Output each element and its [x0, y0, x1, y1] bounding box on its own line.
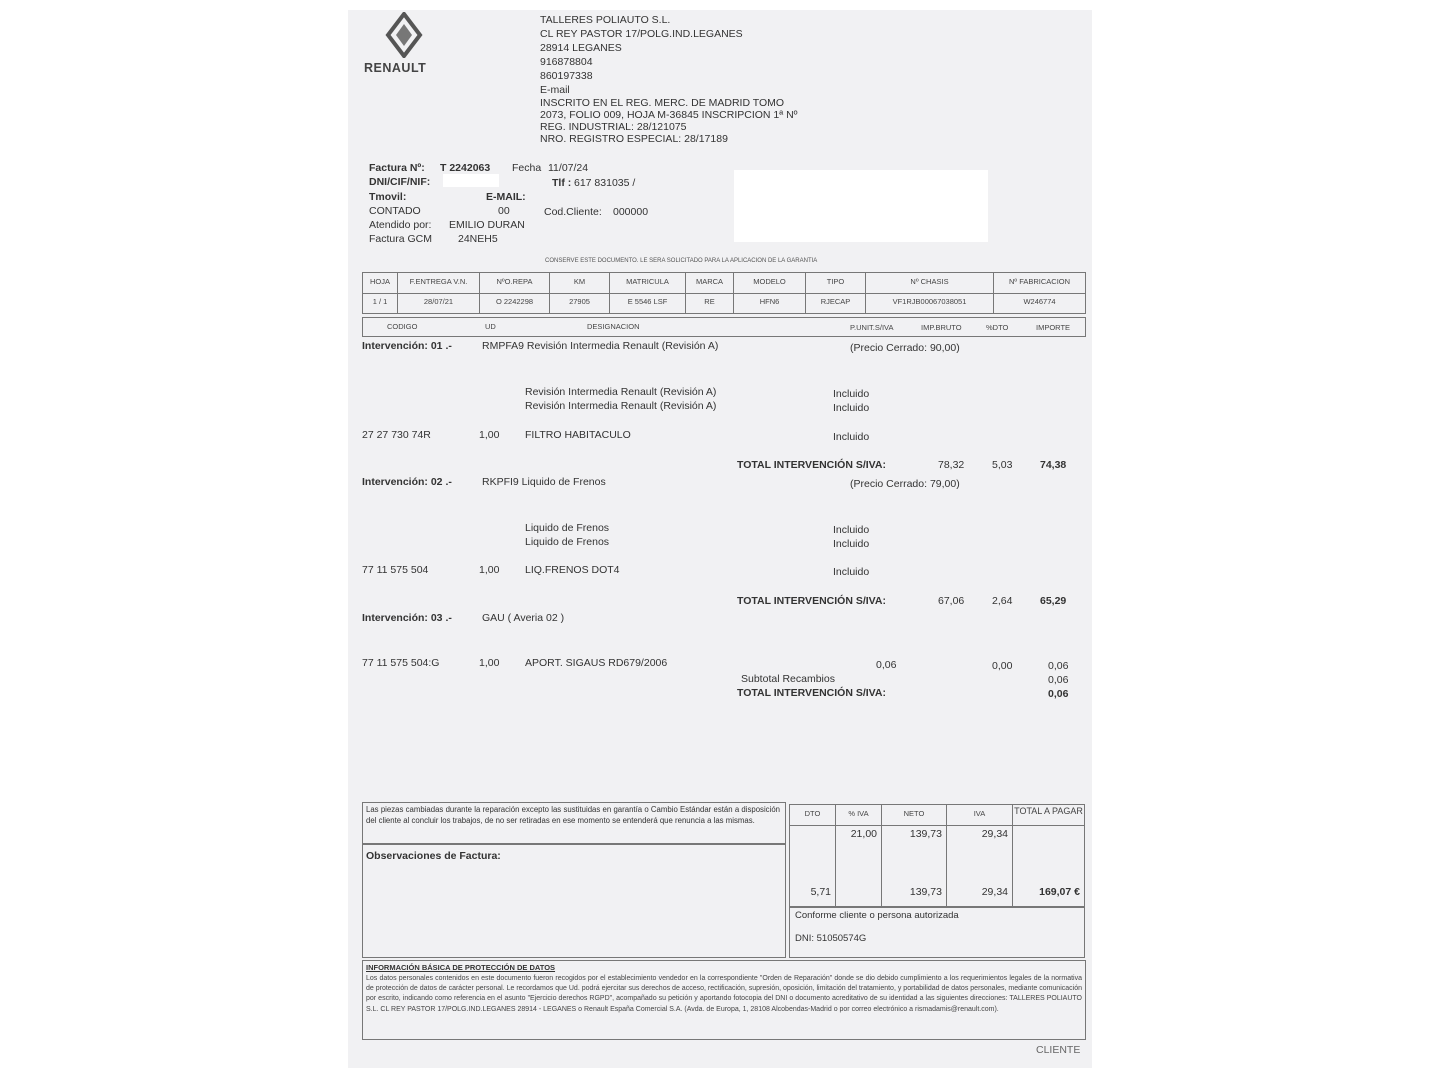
intervention-total-label: TOTAL INTERVENCIÓN S/IVA: [737, 459, 886, 471]
observaciones-box [362, 844, 786, 958]
vehicle-header-cell: HOJA [369, 277, 390, 286]
totals-iva-total: 29,34 [981, 886, 1008, 898]
intervention-total-bruto: 67,06 [938, 595, 965, 607]
totals-header-dto: DTO [804, 809, 821, 818]
contado-value: 00 [498, 205, 510, 217]
intervention-desc: RMPFA9 Revisión Intermedia Renault (Revisión A) [482, 340, 719, 352]
dni-signature: DNI: 51050574G [795, 933, 867, 944]
part-punit: 0,06 [876, 659, 897, 671]
gcm-value: 24NEH5 [458, 233, 498, 245]
part-qty: 1,00 [479, 564, 500, 576]
observaciones-label: Observaciones de Factura: [366, 850, 501, 862]
company-line: INSCRITO EN EL REG. MERC. DE MADRID TOMO [540, 97, 785, 109]
subtotal-label: Subtotal Recambios [741, 673, 835, 685]
company-line: TALLERES POLIAUTO S.L. [540, 14, 671, 26]
precio-cerrado: (Precio Cerrado: 90,00) [850, 342, 960, 354]
vehicle-value-cell: RE [685, 293, 733, 313]
company-block [540, 13, 798, 145]
intervention-title: Intervención: 03 .- [362, 612, 452, 624]
part-code: 77 11 575 504 [362, 564, 429, 576]
part-qty: 1,00 [479, 429, 500, 441]
cod-cliente-value: 000000 [613, 206, 649, 218]
vehicle-header-cell: TIPO [805, 273, 865, 293]
col-dto: %DTO [986, 323, 1009, 332]
vehicle-header-cell: NºO.REPA [479, 273, 549, 293]
email-label: E-MAIL: [486, 191, 526, 203]
vehicle-header-cell: Nº CHASIS [865, 273, 993, 293]
atendido-label: Atendido por: [369, 219, 432, 231]
vehicle-table-header-row [363, 273, 1085, 294]
factura-label: Factura Nº: [369, 162, 425, 174]
col-punit: P.UNIT.S/IVA [850, 323, 894, 332]
fecha-value: 11/07/24 [548, 162, 589, 174]
part-name: LIQ.FRENOS DOT4 [525, 564, 620, 576]
part-code: 27 27 730 74R [362, 429, 431, 441]
totals-header-neto: NETO [903, 809, 925, 818]
intervention-total-dto: 2,64 [992, 595, 1013, 607]
redacted-dni [443, 174, 499, 187]
intervention-total-label: TOTAL INTERVENCIÓN S/IVA: [737, 595, 886, 607]
company-line: CL REY PASTOR 17/POLG.IND.LEGANES [540, 28, 743, 40]
intervention-total-importe: 74,38 [1040, 459, 1067, 471]
part-code: 77 11 575 504:G [362, 657, 440, 669]
vehicle-value-cell: 28/07/21 [397, 293, 479, 313]
totals-neto: 139,73 [909, 828, 942, 840]
fecha-label: Fecha [512, 162, 542, 174]
data-protection-text: Los datos personales contenidos en este documento fueron recogidos por el establecimiento vendedor en la correspondiente "Orden de Reparación" donde se dio debido cumplimiento a los requerimientos legales de la normativa de protección de datos de carácter personal. Le recordamos que Ud. podrá ejercitar sus derechos de acceso, rectificación, supresión, oposición, limitación del tratamiento, y portabilidad de datos personales, mediante comunicación por escrito, indicando como referencia en el asunto "Ejercicio derechos RGPD", acompañado su petición y aportando fotocopia del DNI o documento acreditativo de su identidad a las siguientes direcciones: TALLERES POLIAUTO S.L. CL REY PASTOR 17/POLG.IND.LEGANES 28914 - LEGANES o Renault España Comercial S.A. (Avda. de Europa, 1, 28108 Alcobendas-Madrid o por correo electrónico a rismadamis@renault.com). [366, 975, 1082, 1013]
sub-operation: Revisión Intermedia Renault (Revisión A) [525, 400, 717, 412]
totals-divider [790, 825, 1084, 826]
vehicle-value-cell: VF1RJB00067038051 [865, 293, 993, 313]
col-importe: IMPORTE [1036, 323, 1071, 332]
part-name: FILTRO HABITACULO [525, 429, 631, 441]
atendido-value: EMILIO DURAN [449, 219, 525, 231]
part-state: Incluido [833, 431, 870, 443]
col-ud: UD [485, 322, 496, 331]
gcm-label: Factura GCM [369, 233, 433, 245]
company-line: 916878804 [540, 56, 593, 68]
sub-operation-state: Incluido [833, 524, 870, 536]
contado-label: CONTADO [369, 205, 421, 217]
vehicle-value-cell: E 5546 LSF [609, 293, 685, 313]
items-header [362, 317, 1086, 337]
part-state: Incluido [833, 566, 870, 578]
company-line: E-mail [540, 84, 570, 96]
part-name: APORT. SIGAUS RD679/2006 [525, 657, 668, 669]
vehicle-table [362, 272, 1086, 314]
vehicle-value-cell: 1 / 1 [372, 297, 388, 306]
totals-dto-total: 5,71 [810, 886, 831, 898]
part-qty: 1,00 [479, 657, 500, 669]
totals-neto-total: 139,73 [909, 886, 942, 898]
totals-iva-pct: 21,00 [850, 828, 877, 840]
vehicle-header-cell: MARCA [685, 273, 733, 293]
subtotal-value: 0,06 [1048, 674, 1069, 686]
sub-operation-state: Incluido [833, 388, 870, 400]
col-impbruto: IMP.BRUTO [921, 323, 962, 332]
intervention-title: Intervención: 02 .- [362, 476, 452, 488]
vehicle-header-cell: F.ENTREGA V.N. [397, 273, 479, 293]
company-line: 2073, FOLIO 009, HOJA M-36845 INSCRIPCION 1ª Nº [540, 109, 798, 121]
piezas-notice-text: Las piezas cambiadas durante la reparación excepto las sustituidas en garantía o Cambio Estándar están a disposición del cliente al concluir los trabajos, de no ser retiradas en ese momento se entenderá que renuncia a las mismas. [366, 805, 780, 825]
totals-header-iva: IVA [973, 809, 986, 818]
vehicle-value-cell: RJECAP [805, 293, 865, 313]
redacted-address [734, 170, 988, 242]
vehicle-value-cell: O 2242298 [479, 293, 549, 313]
conforme-box [789, 907, 1085, 958]
intervention-desc: GAU ( Averia 02 ) [482, 612, 565, 624]
warranty-notice: CONSERVE ESTE DOCUMENTO. LE SERA SOLICITADO PARA LA APLICACION DE LA GARANTIA [545, 258, 818, 264]
data-protection-box [362, 960, 1086, 1040]
piezas-notice-box [362, 802, 786, 844]
dni-label: DNI/CIF/NIF: [369, 176, 431, 188]
part-importe: 0,06 [1048, 660, 1069, 672]
sub-operation: Liquido de Frenos [525, 536, 610, 548]
vehicle-header-cell: Nº FABRICACION [993, 273, 1085, 293]
sub-operation: Liquido de Frenos [525, 522, 610, 534]
intervention-total-dto: 5,03 [992, 459, 1013, 471]
renault-logo-icon [384, 12, 424, 58]
intervention-total-bruto: 78,32 [938, 459, 965, 471]
total-a-pagar: 169,07 € [1039, 886, 1080, 898]
company-line: NRO. REGISTRO ESPECIAL: 28/17189 [540, 133, 728, 145]
totals-col-iva-pct [835, 805, 881, 906]
data-protection-title: INFORMACIÓN BÁSICA DE PROTECCIÓN DE DATOS [366, 963, 556, 972]
sub-operation-state: Incluido [833, 402, 870, 414]
company-line: 860197338 [540, 70, 593, 82]
company-line: REG. INDUSTRIAL: 28/121075 [540, 121, 687, 133]
col-codigo: CODIGO [387, 322, 418, 331]
intervention-title: Intervención: 01 .- [362, 340, 452, 352]
vehicle-header-cell: KM [549, 273, 609, 293]
col-designacion: DESIGNACION [587, 322, 640, 331]
totals-header-total: TOTAL A PAGAR [1014, 806, 1083, 816]
conforme-label: Conforme cliente o persona autorizada [795, 910, 959, 921]
factura-number: T 2242063 [440, 162, 491, 174]
vehicle-table-value-row [363, 293, 1085, 313]
intervention-total-importe: 0,06 [1048, 688, 1069, 700]
part-dto: 0,00 [992, 660, 1013, 672]
intervention-total-importe: 65,29 [1040, 595, 1067, 607]
vehicle-value-cell: 27905 [549, 293, 609, 313]
totals-header-iva-pct: % IVA [848, 809, 869, 818]
company-line: 28914 LEGANES [540, 42, 622, 54]
totals-table [789, 804, 1085, 907]
vehicle-value-cell: W246774 [993, 293, 1085, 313]
intervention-desc: RKPFI9 Liquido de Frenos [482, 476, 606, 488]
sub-operation-state: Incluido [833, 538, 870, 550]
vehicle-header-cell: MATRICULA [609, 273, 685, 293]
tlf-value: 617 831035 / [574, 177, 636, 189]
copy-label: CLIENTE [1036, 1044, 1081, 1056]
invoice-page [348, 10, 1092, 1068]
tlf-label: Tlf : [552, 177, 572, 189]
tmovil-label: Tmovil: [369, 191, 407, 203]
sub-operation: Revisión Intermedia Renault (Revisión A) [525, 386, 717, 398]
intervention-total-label: TOTAL INTERVENCIÓN S/IVA: [737, 687, 886, 699]
vehicle-value-cell: HFN6 [733, 293, 805, 313]
brand-name: RENAULT [364, 61, 427, 75]
vehicle-header-cell: MODELO [733, 273, 805, 293]
totals-iva: 29,34 [981, 828, 1008, 840]
cod-cliente-label: Cod.Cliente: [544, 206, 602, 218]
precio-cerrado: (Precio Cerrado: 79,00) [850, 478, 960, 490]
